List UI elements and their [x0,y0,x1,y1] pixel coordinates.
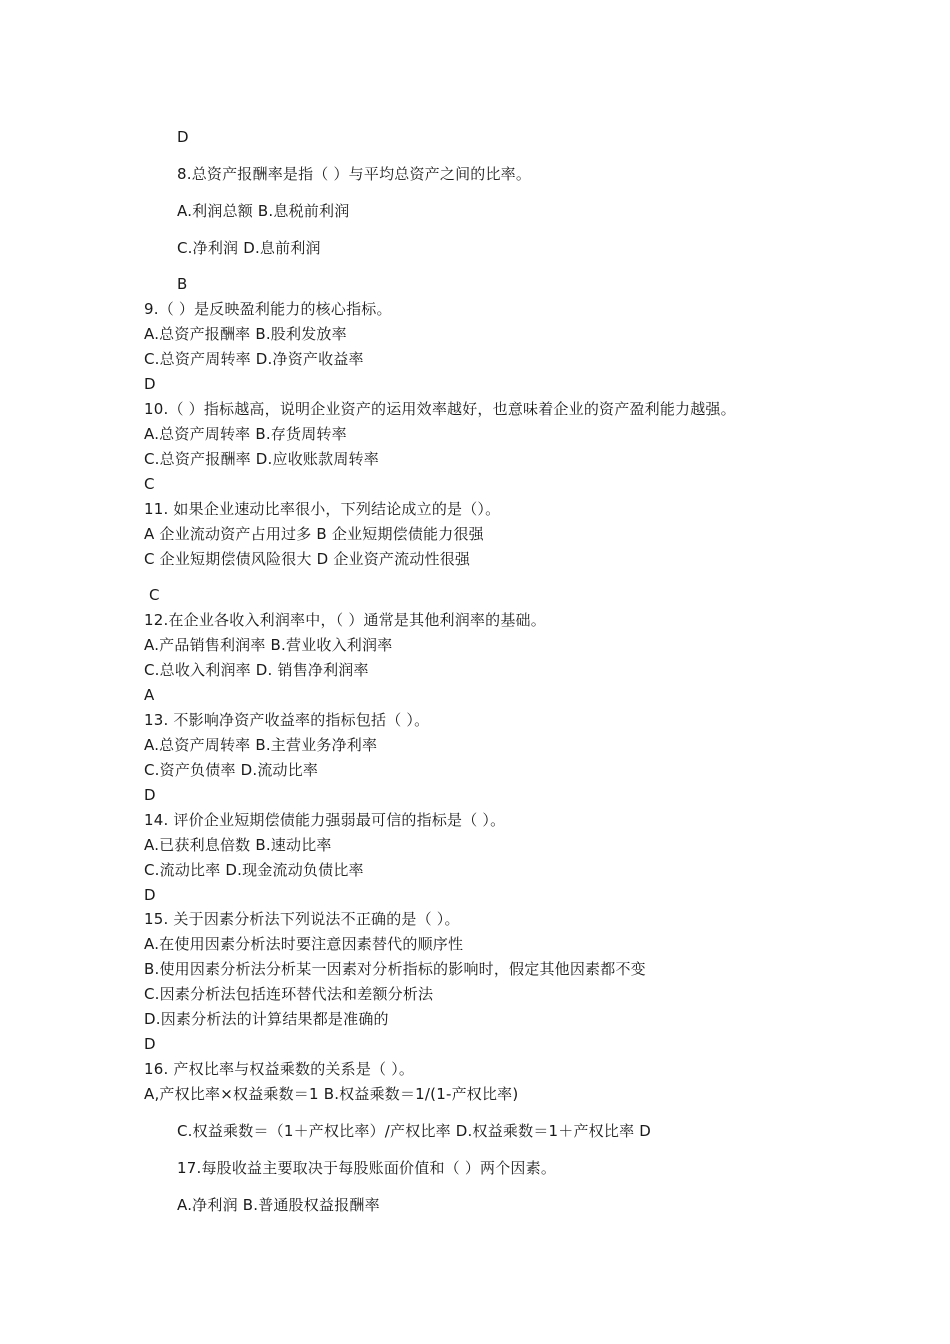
options-q10-cd: C.总资产报酬率 D.应收账款周转率 [144,450,379,468]
options-q13-cd: C.资产负债率 D.流动比率 [144,761,319,779]
options-q8-ab: A.利润总额 B.息税前利润 [177,202,350,220]
question-11: 11. 如果企业速动比率很小，下列结论成立的是（）。 [144,500,501,518]
options-q8-cd: C.净利润 D.息前利润 [177,239,321,257]
answer-q10: C [144,475,155,493]
options-q12-ab: A.产品销售利润率 B.营业收入利润率 [144,636,393,654]
options-q9-ab: A.总资产报酬率 B.股利发放率 [144,325,347,343]
options-q9-cd: C.总资产周转率 D.净资产收益率 [144,350,364,368]
answer-q8: B [177,275,188,293]
options-q14-ab: A.已获利息倍数 B.速动比率 [144,836,332,854]
options-q17-ab: A.净利润 B.普通股权益报酬率 [177,1196,380,1214]
answer-q15: D [144,1035,156,1053]
answer-q9: D [144,375,156,393]
option-q15-a: A.在使用因素分析法时要注意因素替代的顺序性 [144,935,464,953]
question-14: 14. 评价企业短期偿债能力强弱最可信的指标是（ ）。 [144,811,506,829]
options-q12-cd: C.总收入利润率 D. 销售净利润率 [144,661,369,679]
options-q16-cd-answer: C.权益乘数＝（1＋产权比率）/产权比率 D.权益乘数＝1＋产权比率 D [177,1122,651,1140]
options-q11-ab: A 企业流动资产占用过多 B 企业短期偿债能力很强 [144,525,484,543]
options-q11-cd: C 企业短期偿债风险很大 D 企业资产流动性很强 [144,550,471,568]
options-q16-ab: A,产权比率×权益乘数＝1 B.权益乘数＝1/(1-产权比率) [144,1085,519,1103]
answer-q13: D [144,786,156,804]
question-16: 16. 产权比率与权益乘数的关系是（ ）。 [144,1060,415,1078]
question-13: 13. 不影响净资产收益率的指标包括（ ）。 [144,711,430,729]
options-q13-ab: A.总资产周转率 B.主营业务净利率 [144,736,378,754]
option-q15-b: B.使用因素分析法分析某一因素对分析指标的影响时，假定其他因素都不变 [144,960,646,978]
question-10: 10.（ ）指标越高，说明企业资产的运用效率越好，也意味着企业的资产盈利能力越强。 [144,400,736,418]
option-q15-d: D.因素分析法的计算结果都是准确的 [144,1010,389,1028]
answer-q11: C [149,586,160,604]
answer-q14: D [144,886,156,904]
options-q10-ab: A.总资产周转率 B.存货周转率 [144,425,347,443]
question-17: 17.每股收益主要取决于每股账面价值和（ ）两个因素。 [177,1159,557,1177]
option-q15-c: C.因素分析法包括连环替代法和差额分析法 [144,985,434,1003]
answer-q7: D [177,128,189,146]
options-q14-cd: C.流动比率 D.现金流动负债比率 [144,861,364,879]
answer-q12: A [144,686,155,704]
question-8: 8.总资产报酬率是指（ ）与平均总资产之间的比率。 [177,165,532,183]
question-12: 12.在企业各收入利润率中，（ ）通常是其他利润率的基础。 [144,611,546,629]
question-9: 9.（ ）是反映盈利能力的核心指标。 [144,300,392,318]
question-15: 15. 关于因素分析法下列说法不正确的是（ ）。 [144,910,460,928]
